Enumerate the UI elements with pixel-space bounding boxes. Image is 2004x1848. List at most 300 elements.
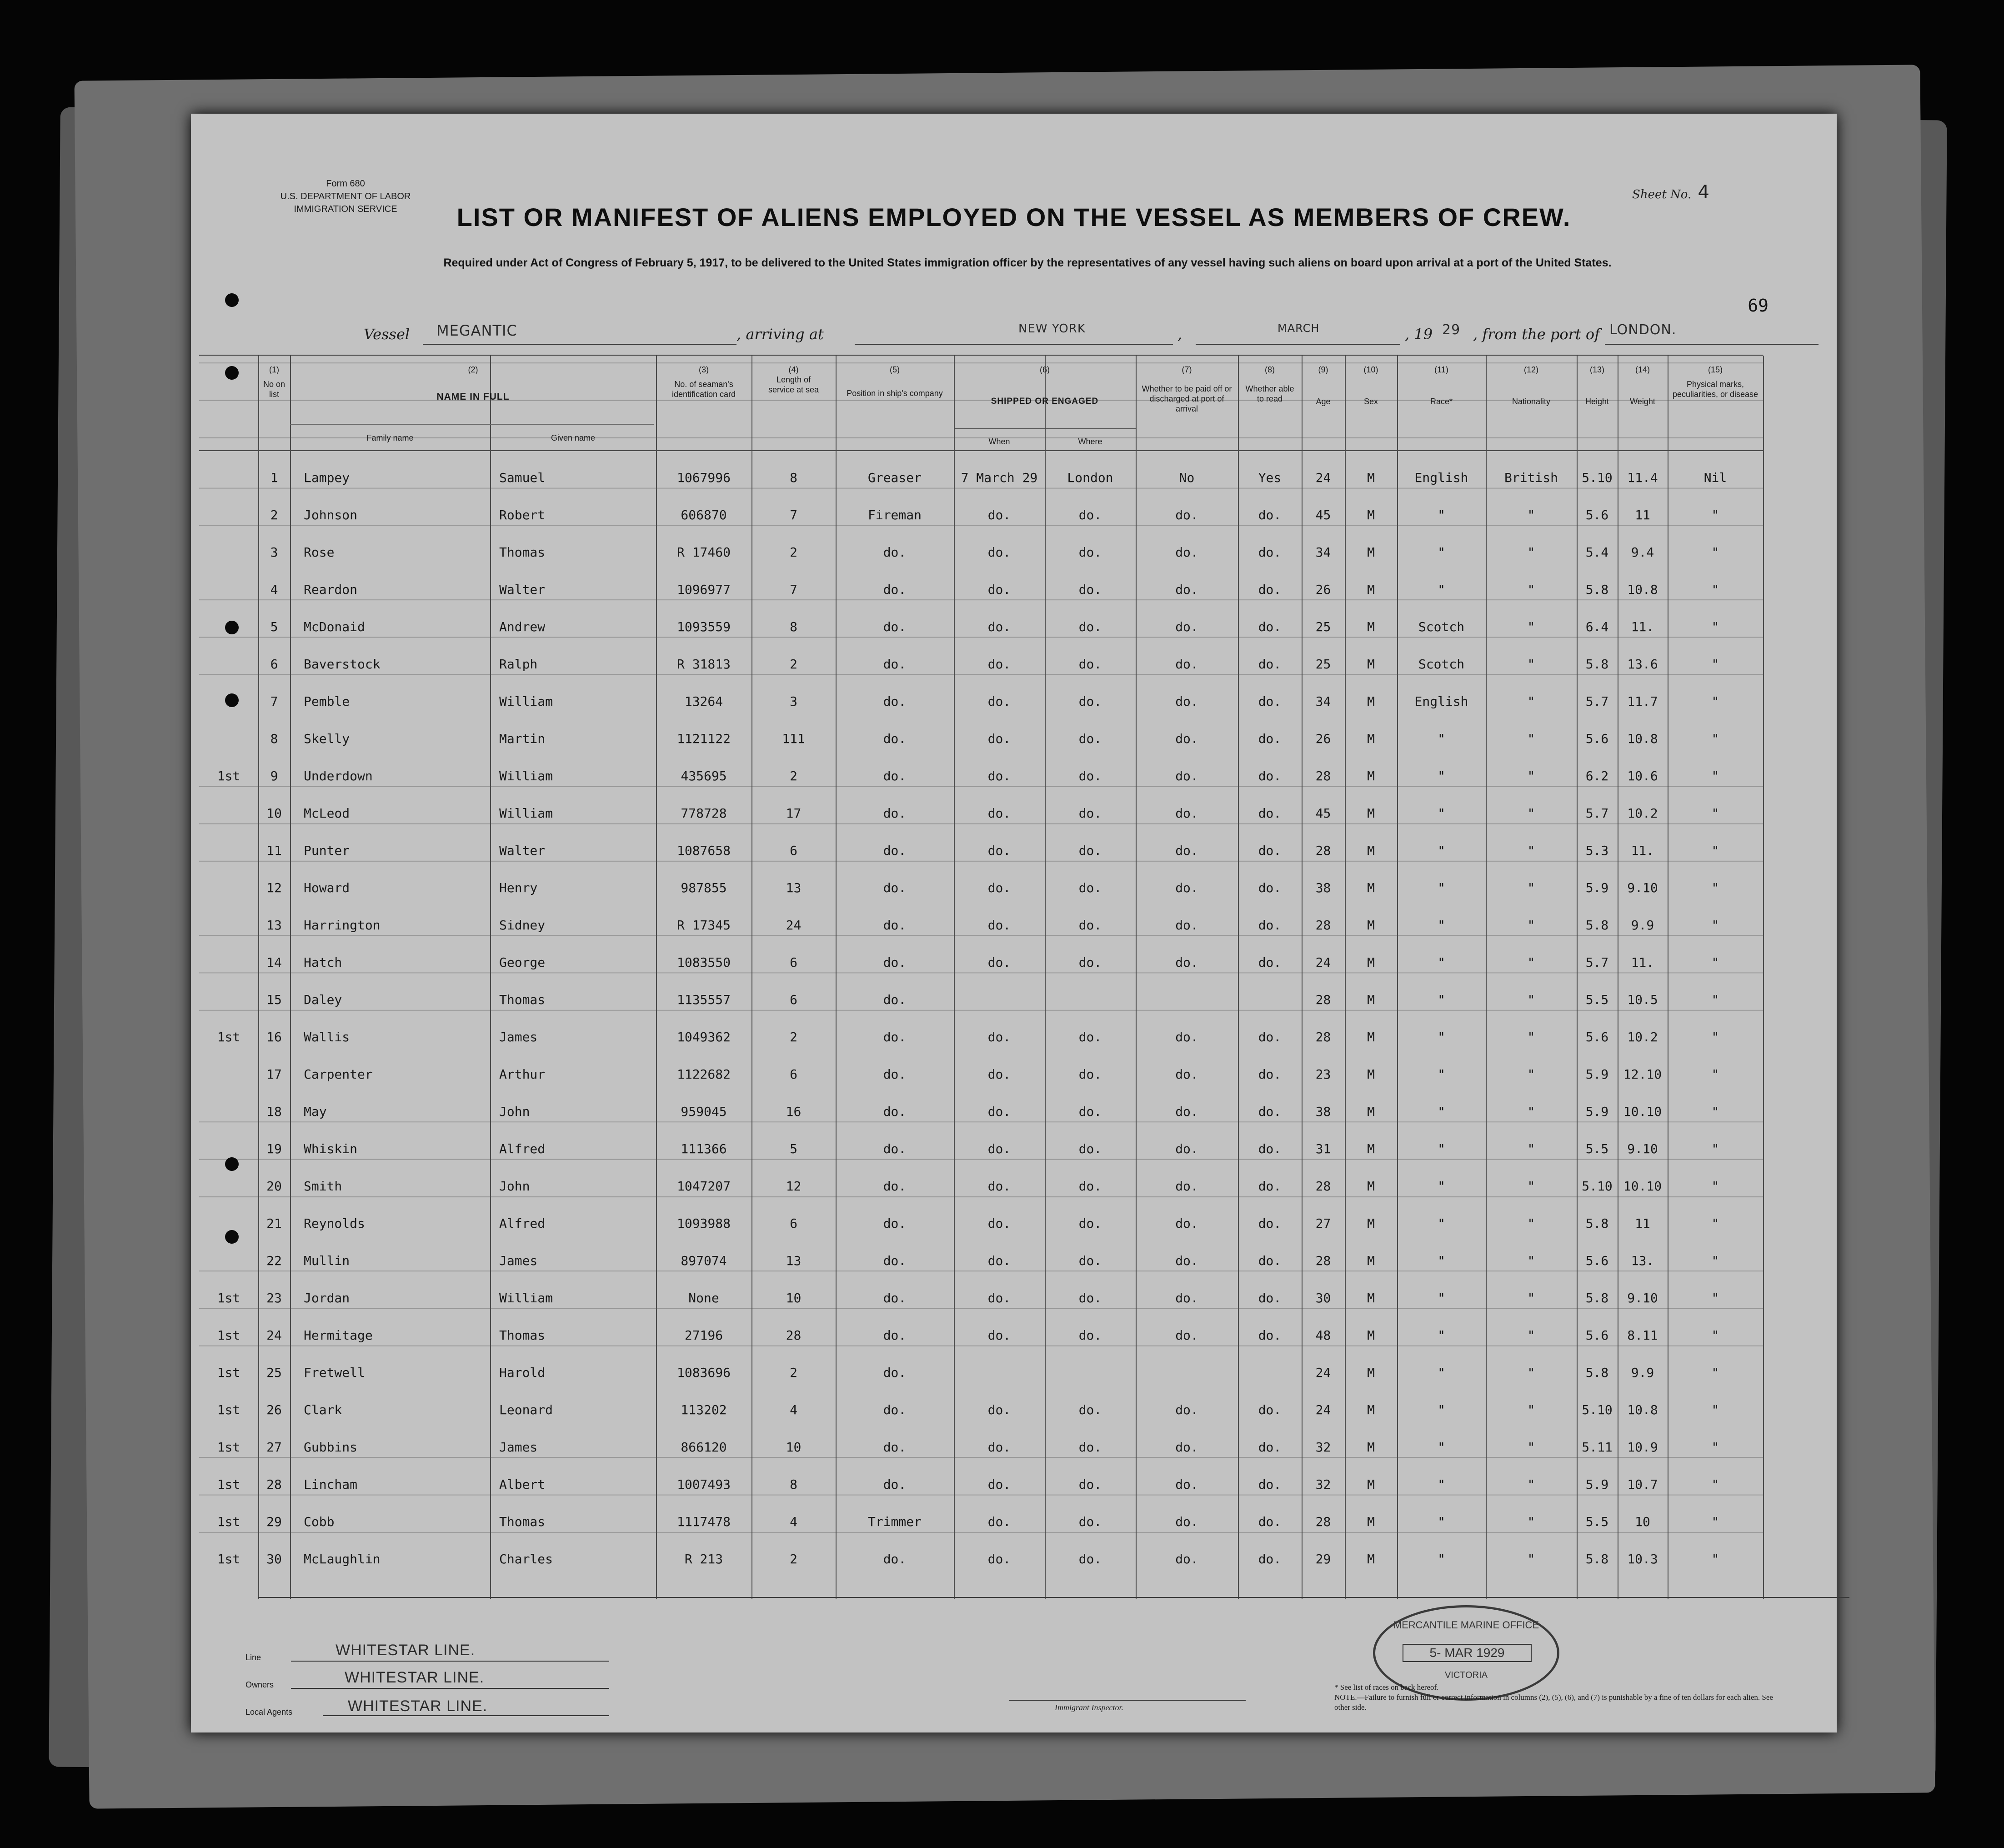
shipped-when-cell: do.: [987, 1067, 1011, 1082]
shipped-where-cell: do.: [1078, 1552, 1102, 1567]
col-height-num: (13): [1589, 365, 1604, 374]
given-name-cell: Andrew: [499, 619, 546, 634]
family-name-cell: Reardon: [304, 582, 358, 597]
weight-cell: 9.4: [1631, 545, 1654, 560]
nationality-cell: ": [1527, 1216, 1535, 1231]
age-cell: 24: [1315, 1365, 1331, 1380]
list-number-cell: 15: [266, 992, 282, 1007]
given-name-cell: Leonard: [499, 1402, 553, 1417]
sex-cell: M: [1367, 657, 1375, 672]
shipped-when-cell: do.: [987, 1104, 1011, 1119]
line-label: Line: [245, 1653, 261, 1662]
height-cell: 5.3: [1585, 843, 1609, 858]
table-row: [199, 1430, 1763, 1467]
first-crossing-mark-cell: 1st: [217, 1328, 240, 1343]
physical-marks-cell: ": [1711, 1104, 1719, 1119]
col-age-header: Age: [1316, 397, 1331, 406]
col-read-num: (8): [1265, 365, 1275, 374]
able-to-read-cell: do.: [1258, 545, 1282, 560]
sex-cell: M: [1367, 768, 1375, 783]
physical-marks-cell: ": [1711, 582, 1719, 597]
height-cell: 5.6: [1585, 731, 1609, 746]
age-cell: 34: [1315, 694, 1331, 709]
given-name-cell: James: [499, 1253, 538, 1268]
ship-position-cell: do.: [883, 694, 907, 709]
footnotes: [1334, 1682, 1780, 1712]
physical-marks-cell: ": [1711, 1514, 1719, 1529]
age-cell: 31: [1315, 1141, 1331, 1156]
paid-off-cell: do.: [1175, 955, 1198, 970]
col-height-header: Height: [1585, 397, 1609, 406]
shipped-when-cell: do.: [987, 806, 1011, 821]
sheet-number-field: [1632, 182, 1709, 203]
physical-marks-cell: ": [1711, 1477, 1719, 1492]
nationality-cell: ": [1527, 1440, 1535, 1455]
ship-position-cell: do.: [883, 1402, 907, 1417]
department-name: U.S. DEPARTMENT OF LABOR: [280, 191, 411, 201]
physical-marks-cell: ": [1711, 806, 1719, 821]
sex-cell: M: [1367, 955, 1375, 970]
sex-cell: M: [1367, 806, 1375, 821]
owners-value: WHITESTAR LINE.: [345, 1669, 485, 1686]
given-name-cell: Arthur: [499, 1067, 546, 1082]
physical-marks-cell: Nil: [1703, 470, 1727, 485]
physical-marks-cell: ": [1711, 1552, 1719, 1567]
able-to-read-cell: do.: [1258, 1067, 1282, 1082]
physical-marks-cell: ": [1711, 1440, 1719, 1455]
shipped-when-cell: do.: [987, 1216, 1011, 1231]
crew-table: [199, 355, 1763, 1599]
nationality-cell: ": [1527, 1141, 1535, 1156]
age-cell: 24: [1315, 955, 1331, 970]
race-cell: ": [1438, 545, 1445, 560]
age-cell: 25: [1315, 619, 1331, 634]
given-name-cell: William: [499, 1291, 553, 1306]
height-cell: 5.9: [1585, 1067, 1609, 1082]
able-to-read-cell: do.: [1258, 768, 1282, 783]
sheet-number-label: Sheet No.: [1632, 188, 1692, 201]
race-cell: ": [1438, 1291, 1445, 1306]
race-cell: ": [1438, 992, 1445, 1007]
able-to-read-cell: do.: [1258, 1029, 1282, 1045]
shipped-where-cell: do.: [1078, 1477, 1102, 1492]
weight-cell: 10.7: [1627, 1477, 1658, 1492]
paid-off-cell: do.: [1175, 1179, 1198, 1194]
ship-position-cell: do.: [883, 1365, 907, 1380]
identification-card-cell: 1067996: [676, 470, 731, 485]
paid-off-cell: do.: [1175, 768, 1198, 783]
able-to-read-cell: do.: [1258, 1328, 1282, 1343]
voyage-line: [364, 319, 1819, 345]
height-cell: 5.9: [1585, 1477, 1609, 1492]
able-to-read-cell: do.: [1258, 507, 1282, 522]
race-cell: ": [1438, 1216, 1445, 1231]
paid-off-cell: do.: [1175, 657, 1198, 672]
sex-cell: M: [1367, 1328, 1375, 1343]
list-number-cell: 2: [270, 507, 278, 522]
height-cell: 5.8: [1585, 1291, 1609, 1306]
nationality-cell: ": [1527, 731, 1535, 746]
col-family-header: Family name: [366, 433, 414, 442]
list-number-cell: 28: [266, 1477, 282, 1492]
table-row: [199, 1392, 1763, 1430]
table-row: [199, 1057, 1763, 1094]
given-name-cell: Martin: [499, 731, 546, 746]
nationality-cell: British: [1504, 470, 1558, 485]
col-nationality-header: Nationality: [1512, 397, 1551, 406]
race-cell: ": [1438, 1179, 1445, 1194]
age-cell: 24: [1315, 1402, 1331, 1417]
family-name-cell: Daley: [304, 992, 342, 1007]
nationality-cell: ": [1527, 1477, 1535, 1492]
given-name-cell: George: [499, 955, 546, 970]
physical-marks-cell: ": [1711, 1365, 1719, 1380]
paid-off-cell: do.: [1175, 1328, 1198, 1343]
race-cell: ": [1438, 1552, 1445, 1567]
family-name-cell: Mullin: [304, 1253, 350, 1268]
paid-off-cell: do.: [1175, 880, 1198, 895]
sex-cell: M: [1367, 1141, 1375, 1156]
table-row: [199, 1318, 1763, 1355]
nationality-cell: ": [1527, 657, 1535, 672]
sex-cell: M: [1367, 1216, 1375, 1231]
table-row: [199, 1355, 1763, 1392]
nationality-cell: ": [1527, 1328, 1535, 1343]
ship-position-cell: do.: [883, 1291, 907, 1306]
shipped-where-cell: do.: [1078, 1253, 1102, 1268]
family-name-cell: Fretwell: [304, 1365, 365, 1380]
table-row: [199, 1094, 1763, 1131]
table-row: [199, 1131, 1763, 1169]
col-no-header: No on list: [263, 380, 286, 399]
paid-off-cell: do.: [1175, 1029, 1198, 1045]
shipped-when-cell: do.: [987, 1029, 1011, 1045]
length-of-service-cell: 17: [786, 806, 802, 821]
vessel-name: MEGANTIC: [436, 322, 517, 339]
family-name-cell: Lampey: [304, 470, 350, 485]
physical-marks-cell: ": [1711, 1402, 1719, 1417]
col-race-header: Race*: [1430, 397, 1453, 406]
binder-hole: [225, 693, 239, 707]
able-to-read-cell: do.: [1258, 1552, 1282, 1567]
list-number-cell: 19: [266, 1141, 282, 1156]
shipped-when-cell: do.: [987, 880, 1011, 895]
first-crossing-mark-cell: 1st: [217, 1365, 240, 1380]
shipped-where-cell: do.: [1078, 806, 1102, 821]
shipped-when-cell: do.: [987, 768, 1011, 783]
race-cell: ": [1438, 731, 1445, 746]
height-cell: 5.10: [1582, 1402, 1613, 1417]
table-row: [199, 684, 1763, 721]
race-cell: English: [1414, 694, 1468, 709]
race-cell: ": [1438, 918, 1445, 933]
col-card-num: (3): [699, 365, 709, 374]
stamp-date: 5- MAR 1929: [1403, 1644, 1532, 1662]
weight-cell: 11.7: [1627, 694, 1658, 709]
nationality-cell: ": [1527, 1104, 1535, 1119]
first-crossing-mark-cell: 1st: [217, 1029, 240, 1045]
race-cell: ": [1438, 843, 1445, 858]
page-number: 69: [1748, 296, 1769, 316]
identification-card-cell: 1049362: [676, 1029, 731, 1045]
sex-cell: M: [1367, 694, 1375, 709]
shipped-where-cell: do.: [1078, 1514, 1102, 1529]
race-cell: ": [1438, 1328, 1445, 1343]
given-name-cell: Sidney: [499, 918, 546, 933]
ship-position-cell: do.: [883, 843, 907, 858]
col-where-header: Where: [1078, 437, 1102, 446]
identification-card-cell: 27196: [684, 1328, 723, 1343]
sex-cell: M: [1367, 470, 1375, 485]
able-to-read-cell: do.: [1258, 619, 1282, 634]
given-name-cell: Harold: [499, 1365, 546, 1380]
sex-cell: M: [1367, 1514, 1375, 1529]
identification-card-cell: R 17345: [676, 918, 731, 933]
sex-cell: M: [1367, 1029, 1375, 1045]
sex-cell: M: [1367, 1179, 1375, 1194]
list-number-cell: 21: [266, 1216, 282, 1231]
length-of-service-cell: 2: [790, 768, 797, 783]
nationality-cell: ": [1527, 619, 1535, 634]
sex-cell: M: [1367, 1253, 1375, 1268]
height-cell: 5.9: [1585, 1104, 1609, 1119]
given-name-cell: Thomas: [499, 1514, 546, 1529]
list-number-cell: 3: [270, 545, 278, 560]
shipped-where-cell: London: [1067, 470, 1113, 485]
paid-off-cell: do.: [1175, 1440, 1198, 1455]
family-name-cell: Hatch: [304, 955, 342, 970]
sex-cell: M: [1367, 582, 1375, 597]
age-cell: 24: [1315, 470, 1331, 485]
age-cell: 34: [1315, 545, 1331, 560]
family-name-cell: McLeod: [304, 806, 350, 821]
height-cell: 5.10: [1582, 470, 1613, 485]
length-of-service-cell: 16: [786, 1104, 802, 1119]
age-cell: 32: [1315, 1440, 1331, 1455]
col-card-header: No. of seaman's identification card: [671, 380, 736, 399]
ship-position-cell: do.: [883, 1029, 907, 1045]
table-row: [199, 1504, 1763, 1542]
height-cell: 5.11: [1582, 1440, 1613, 1455]
paid-off-cell: do.: [1175, 1402, 1198, 1417]
race-cell: ": [1438, 507, 1445, 522]
shipped-where-cell: do.: [1078, 1067, 1102, 1082]
col-shipped-header: SHIPPED OR ENGAGED: [991, 397, 1099, 406]
weight-cell: 10.8: [1627, 1402, 1658, 1417]
col-paid-num: (7): [1182, 365, 1192, 374]
shipped-when-cell: do.: [987, 731, 1011, 746]
weight-cell: 9.9: [1631, 918, 1654, 933]
owners-label: Owners: [245, 1680, 274, 1689]
list-number-cell: 6: [270, 657, 278, 672]
race-cell: Scotch: [1418, 657, 1465, 672]
physical-marks-cell: ": [1711, 1328, 1719, 1343]
shipped-where-cell: do.: [1078, 1141, 1102, 1156]
family-name-cell: Gubbins: [304, 1440, 358, 1455]
sex-cell: M: [1367, 545, 1375, 560]
paid-off-cell: do.: [1175, 1067, 1198, 1082]
weight-cell: 10.10: [1623, 1179, 1662, 1194]
shipped-where-cell: do.: [1078, 582, 1102, 597]
table-row: [199, 833, 1763, 870]
race-cell: ": [1438, 1253, 1445, 1268]
race-cell: English: [1414, 470, 1468, 485]
family-name-cell: Wallis: [304, 1029, 350, 1045]
list-number-cell: 17: [266, 1067, 282, 1082]
age-cell: 26: [1315, 582, 1331, 597]
list-number-cell: 13: [266, 918, 282, 933]
able-to-read-cell: do.: [1258, 1402, 1282, 1417]
nationality-cell: ": [1527, 1179, 1535, 1194]
first-crossing-mark-cell: 1st: [217, 1291, 240, 1306]
shipped-when-cell: do.: [987, 545, 1011, 560]
paid-off-cell: do.: [1175, 1141, 1198, 1156]
paid-off-cell: do.: [1175, 582, 1198, 597]
nationality-cell: ": [1527, 1514, 1535, 1529]
identification-card-cell: 1135557: [676, 992, 731, 1007]
year-prefix: , 19: [1405, 326, 1433, 343]
shipped-where-cell: do.: [1078, 918, 1102, 933]
family-name-cell: Rose: [304, 545, 335, 560]
col-name-header: NAME IN FULL: [436, 392, 510, 402]
age-cell: 25: [1315, 657, 1331, 672]
height-cell: 5.6: [1585, 1328, 1609, 1343]
sex-cell: M: [1367, 843, 1375, 858]
identification-card-cell: 13264: [684, 694, 723, 709]
shipped-when-cell: do.: [987, 507, 1011, 522]
vessel-label: Vessel: [364, 326, 410, 343]
race-cell: ": [1438, 1067, 1445, 1082]
weight-cell: 11.4: [1627, 470, 1658, 485]
age-cell: 28: [1315, 992, 1331, 1007]
binder-hole: [225, 1157, 239, 1171]
list-number-cell: 18: [266, 1104, 282, 1119]
nationality-cell: ": [1527, 768, 1535, 783]
sex-cell: M: [1367, 1477, 1375, 1492]
ship-position-cell: do.: [883, 1328, 907, 1343]
table-row: [199, 758, 1763, 796]
sex-cell: M: [1367, 731, 1375, 746]
list-number-cell: 5: [270, 619, 278, 634]
length-of-service-cell: 2: [790, 545, 797, 560]
height-cell: 6.4: [1585, 619, 1609, 634]
age-cell: 28: [1315, 1179, 1331, 1194]
physical-marks-cell: ": [1711, 880, 1719, 895]
ship-position-cell: Greaser: [867, 470, 922, 485]
identification-card-cell: 897074: [681, 1253, 727, 1268]
given-name-cell: John: [499, 1104, 530, 1119]
weight-cell: 10.10: [1623, 1104, 1662, 1119]
table-row: [199, 572, 1763, 609]
nationality-cell: ": [1527, 1291, 1535, 1306]
given-name-cell: Thomas: [499, 1328, 546, 1343]
given-name-cell: Charles: [499, 1552, 553, 1567]
physical-marks-cell: ": [1711, 1253, 1719, 1268]
weight-cell: 10.6: [1627, 768, 1658, 783]
height-cell: 5.5: [1585, 1514, 1609, 1529]
list-number-cell: 24: [266, 1328, 282, 1343]
length-of-service-cell: 2: [790, 1552, 797, 1567]
able-to-read-cell: do.: [1258, 1253, 1282, 1268]
table-row: [199, 609, 1763, 647]
given-name-cell: Alfred: [499, 1141, 546, 1156]
length-of-service-cell: 8: [790, 619, 797, 634]
length-of-service-cell: 111: [782, 731, 805, 746]
identification-card-cell: R 17460: [676, 545, 731, 560]
weight-cell: 8.11: [1627, 1328, 1658, 1343]
shipped-when-cell: do.: [987, 694, 1011, 709]
identification-card-cell: 1007493: [676, 1477, 731, 1492]
physical-marks-cell: ": [1711, 694, 1719, 709]
family-name-cell: Reynolds: [304, 1216, 365, 1231]
identification-card-cell: 1093988: [676, 1216, 731, 1231]
weight-cell: 9.9: [1631, 1365, 1654, 1380]
list-number-cell: 23: [266, 1291, 282, 1306]
height-cell: 5.6: [1585, 507, 1609, 522]
arrival-port: NEW YORK: [1018, 322, 1086, 336]
list-number-cell: 1: [270, 470, 278, 485]
length-of-service-cell: 12: [786, 1179, 802, 1194]
ship-position-cell: do.: [883, 619, 907, 634]
height-cell: 5.8: [1585, 582, 1609, 597]
shipped-when-cell: do.: [987, 1440, 1011, 1455]
able-to-read-cell: do.: [1258, 1179, 1282, 1194]
col-race-num: (11): [1434, 365, 1448, 374]
ship-position-cell: do.: [883, 880, 907, 895]
weight-cell: 13.: [1631, 1253, 1654, 1268]
identification-card-cell: 1122682: [676, 1067, 731, 1082]
physical-marks-cell: ": [1711, 1291, 1719, 1306]
able-to-read-cell: do.: [1258, 880, 1282, 895]
height-cell: 5.5: [1585, 992, 1609, 1007]
first-crossing-mark-cell: 1st: [217, 1440, 240, 1455]
shipped-where-cell: do.: [1078, 731, 1102, 746]
list-number-cell: 14: [266, 955, 282, 970]
age-cell: 28: [1315, 843, 1331, 858]
shipped-where-cell: do.: [1078, 657, 1102, 672]
physical-marks-cell: ": [1711, 992, 1719, 1007]
nationality-cell: ": [1527, 1253, 1535, 1268]
paid-off-cell: do.: [1175, 1216, 1198, 1231]
list-number-cell: 7: [270, 694, 278, 709]
race-cell: ": [1438, 1029, 1445, 1045]
col-weight-header: Weight: [1630, 397, 1655, 406]
shipped-when-cell: do.: [987, 918, 1011, 933]
age-cell: 30: [1315, 1291, 1331, 1306]
col-paid-header: Whether to be paid off or discharged at port of arrival: [1142, 384, 1232, 413]
race-cell: Scotch: [1418, 619, 1465, 634]
col-when-header: When: [988, 437, 1010, 446]
weight-cell: 9.10: [1627, 880, 1658, 895]
nationality-cell: ": [1527, 955, 1535, 970]
family-name-cell: Lincham: [304, 1477, 358, 1492]
table-row: [199, 535, 1763, 572]
able-to-read-cell: do.: [1258, 1216, 1282, 1231]
shipped-when-cell: do.: [987, 1141, 1011, 1156]
paid-off-cell: do.: [1175, 1552, 1198, 1567]
races-note: * See list of races on back hereof.: [1334, 1683, 1439, 1692]
first-crossing-mark-cell: 1st: [217, 1552, 240, 1567]
identification-card-cell: 1047207: [676, 1179, 731, 1194]
paid-off-cell: do.: [1175, 731, 1198, 746]
list-number-cell: 29: [266, 1514, 282, 1529]
nationality-cell: ": [1527, 1067, 1535, 1082]
sex-cell: M: [1367, 918, 1375, 933]
given-name-cell: Samuel: [499, 470, 546, 485]
identification-card-cell: 1121122: [676, 731, 731, 746]
paid-off-cell: do.: [1175, 507, 1198, 522]
ship-position-cell: do.: [883, 806, 907, 821]
